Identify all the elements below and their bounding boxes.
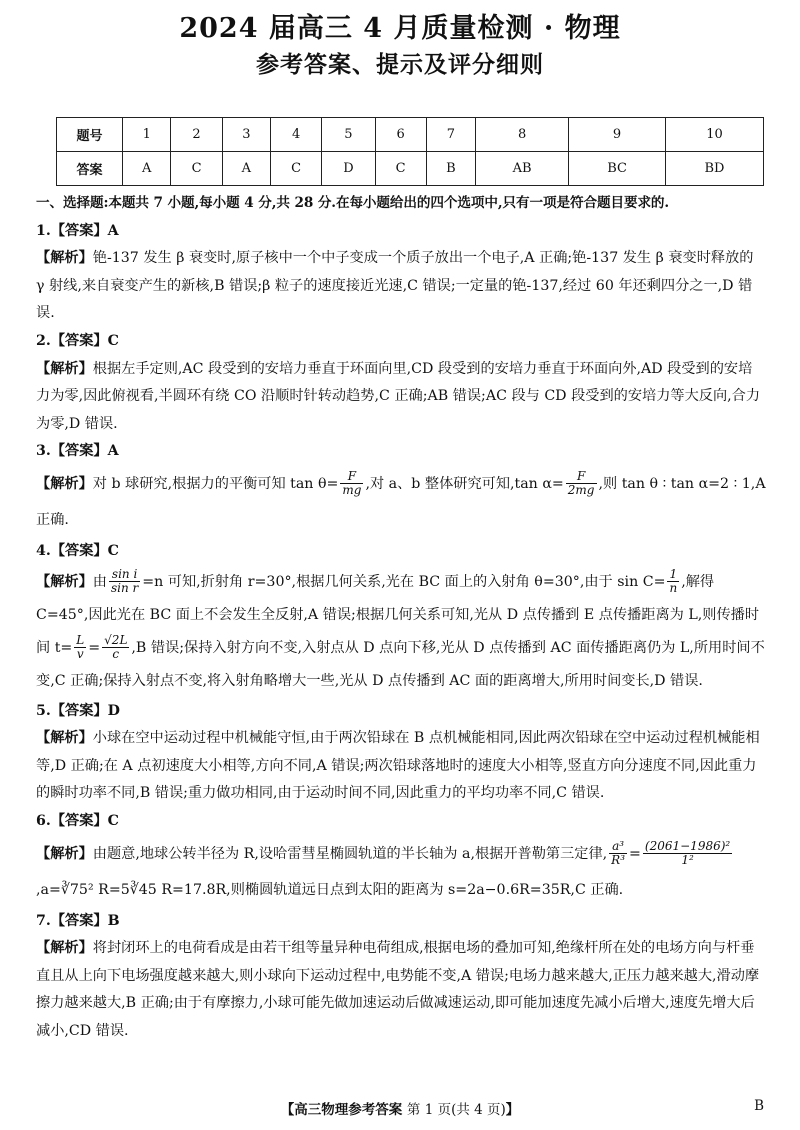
table-cell: 1	[123, 118, 171, 152]
page-footer: 【高三物理参考答案 第 1 页(共 4 页)】	[280, 1102, 520, 1118]
table-cell: 9	[569, 118, 666, 152]
question-answer-line: 5.【答案】D	[36, 702, 120, 719]
question-analysis: 【解析】将封闭环上的电荷看成是由若干组等量异种电荷组成,根据电场的叠加可知,绝缘杆所在处的电场方向与杆垂直且从上向下电场强度越来越大,则小球向下运动过程中,电势能不变,A 错误;电场力越来越大,正压力越来越大,滑动摩擦力越来越大,B 正确;由于有摩擦力,小球可能先做加速运动后做减速运动,即可能加速度先减小后增大,速度先增大后减小,CD 错误.	[36, 940, 760, 1039]
page-number: 第 1 页(共 4 页)	[406, 1102, 506, 1118]
paper-version-label: B	[754, 1098, 764, 1114]
answer-table-row-answers	[57, 152, 764, 186]
table-cell: D	[322, 152, 375, 186]
question-analysis: 【解析】小球在空中运动过程中机械能守恒,由于两次铅球在 B 点机械能相同,因此两次铅球在空中运动过程机械能相等,D 正确;在 A 点初速度大小相等,方向不同,A 错误;两次铅球落地时的速度大小相等,竖直方向分速度不同,因此重力的瞬时功率不同,B 错误;重力做功相同,由于运动时间不同,因此重力的平均功率不同,C 错误.	[36, 730, 760, 802]
solutions-content	[36, 190, 766, 1045]
question-answer-line: 4.【答案】C	[36, 542, 119, 559]
section-heading: 一、选择题:本题共 7 小题,每小题 4 分,共 28 分.在每小题给出的四个选项中,只有一项是符合题目要求的.	[36, 195, 670, 211]
fraction: $\frac{√2L}{c}$	[104, 633, 128, 662]
table-cell: 3	[222, 118, 270, 152]
table-cell: BD	[665, 152, 763, 186]
answer-table	[56, 117, 764, 186]
table-cell: 4	[271, 118, 322, 152]
fraction: $\frac{F}{mg}$	[342, 469, 362, 498]
page-title: 2024 届高三 4 月质量检测 · 物理	[179, 13, 621, 44]
question-answer-line: 3.【答案】A	[36, 443, 119, 460]
table-cell: AB	[476, 152, 569, 186]
question-answer-line: 2.【答案】C	[36, 332, 119, 349]
question-analysis: 【解析】由 $\frac{\text{sin i}}{\text{sin r}}$ =n 可知,折射角 r=30°,根据几何关系,光在 BC 面上的入射角 θ=30°,由于 sin C= $\frac{1}{n}$ ,解得 C=45°,因此光在 BC 面上不会发生全反射,A 错误;根据几何关系可知,光从 D 点传播到 E 点传播距离为 L,则传播时间 t= $\frac{L}{v}$ = $\frac{√2L}{c}$ ,B 错误;保持入射方向不变,入射点从 D 点向下移,光从 D 点传播到 AC 面传播距离仍为 L,所用时间不变,C 正确;保持入射点不变,将入射角略增大一些,光从 D 点传播到 AC 面的距离增大,所用时间变长,D 错误.	[36, 567, 765, 689]
question-analysis: 【解析】由题意,地球公转半径为 R,设哈雷彗星椭圆轨道的半长轴为 a,根据开普勒第三定律, $\frac{\text{a³}}{\text{R³}}$ = $\frac{\text{(2061−1986)²}}{\text{1²}}$ ,a=∛75² R=5∛45 R=17.8R,则椭圆轨道远日点到太阳的距离为 s=2a−0.6R=35R,C 正确.	[36, 839, 731, 898]
table-cell: 5	[322, 118, 375, 152]
table-cell: C	[171, 152, 222, 186]
fraction: $\frac{L}{v}$	[76, 633, 85, 662]
table-cell: 6	[375, 118, 426, 152]
answer-table-row-numbers	[57, 118, 764, 152]
question-analysis: 【解析】对 b 球研究,根据力的平衡可知 tan θ= $\frac{F}{mg}$ ,对 a、b 整体研究可知,tan α= $\frac{F}{2mg}$ ,则 tan θ ∶ tan α=2 ∶ 1,A 正确.	[36, 469, 766, 528]
table-cell: A	[123, 152, 171, 186]
fraction: $\frac{\text{(2061−1986)²}}{\text{1²}}$	[644, 839, 731, 867]
fraction: $\frac{F}{2mg}$	[567, 469, 595, 498]
question-answer-line: 1.【答案】A	[36, 222, 119, 239]
table-cell: 7	[426, 118, 475, 152]
table-cell: A	[222, 152, 270, 186]
fraction: $\frac{1}{n}$	[669, 567, 678, 596]
question-analysis: 【解析】根据左手定则,AC 段受到的安培力垂直于环面向里,CD 段受到的安培力垂直于环面向外,AD 段受到的安培力为零,因此俯视看,半圆环有绕 CO 沿顺时针转动趋势,C 正确;AB 错误;AC 段与 CD 段受到的安培力等大反向,合力为零,D 错误.	[36, 360, 761, 432]
table-cell: 10	[665, 118, 763, 152]
table-cell: C	[271, 152, 322, 186]
table-cell: C	[375, 152, 426, 186]
table-cell: 8	[476, 118, 569, 152]
table-header-answer: 答案	[57, 152, 123, 186]
table-cell: B	[426, 152, 475, 186]
question-analysis: 【解析】铯-137 发生 β 衰变时,原子核中一个中子变成一个质子放出一个电子,A 正确;铯-137 发生 β 衰变时释放的 γ 射线,来自衰变产生的新核,B 错误;β 粒子的速度接近光速,C 错误;一定量的铯-137,经过 60 年还剩四分之一,D 错误.	[36, 250, 754, 322]
fraction: $\frac{\text{a³}}{\text{R³}}$	[611, 839, 626, 867]
table-header-number: 题号	[57, 118, 123, 152]
page-subtitle: 参考答案、提示及评分细则	[256, 51, 544, 78]
table-cell: 2	[171, 118, 222, 152]
table-cell: BC	[569, 152, 666, 186]
question-answer-line: 7.【答案】B	[36, 912, 120, 929]
question-answer-line: 6.【答案】C	[36, 812, 119, 829]
fraction: $\frac{\text{sin i}}{\text{sin r}}$	[110, 567, 139, 596]
